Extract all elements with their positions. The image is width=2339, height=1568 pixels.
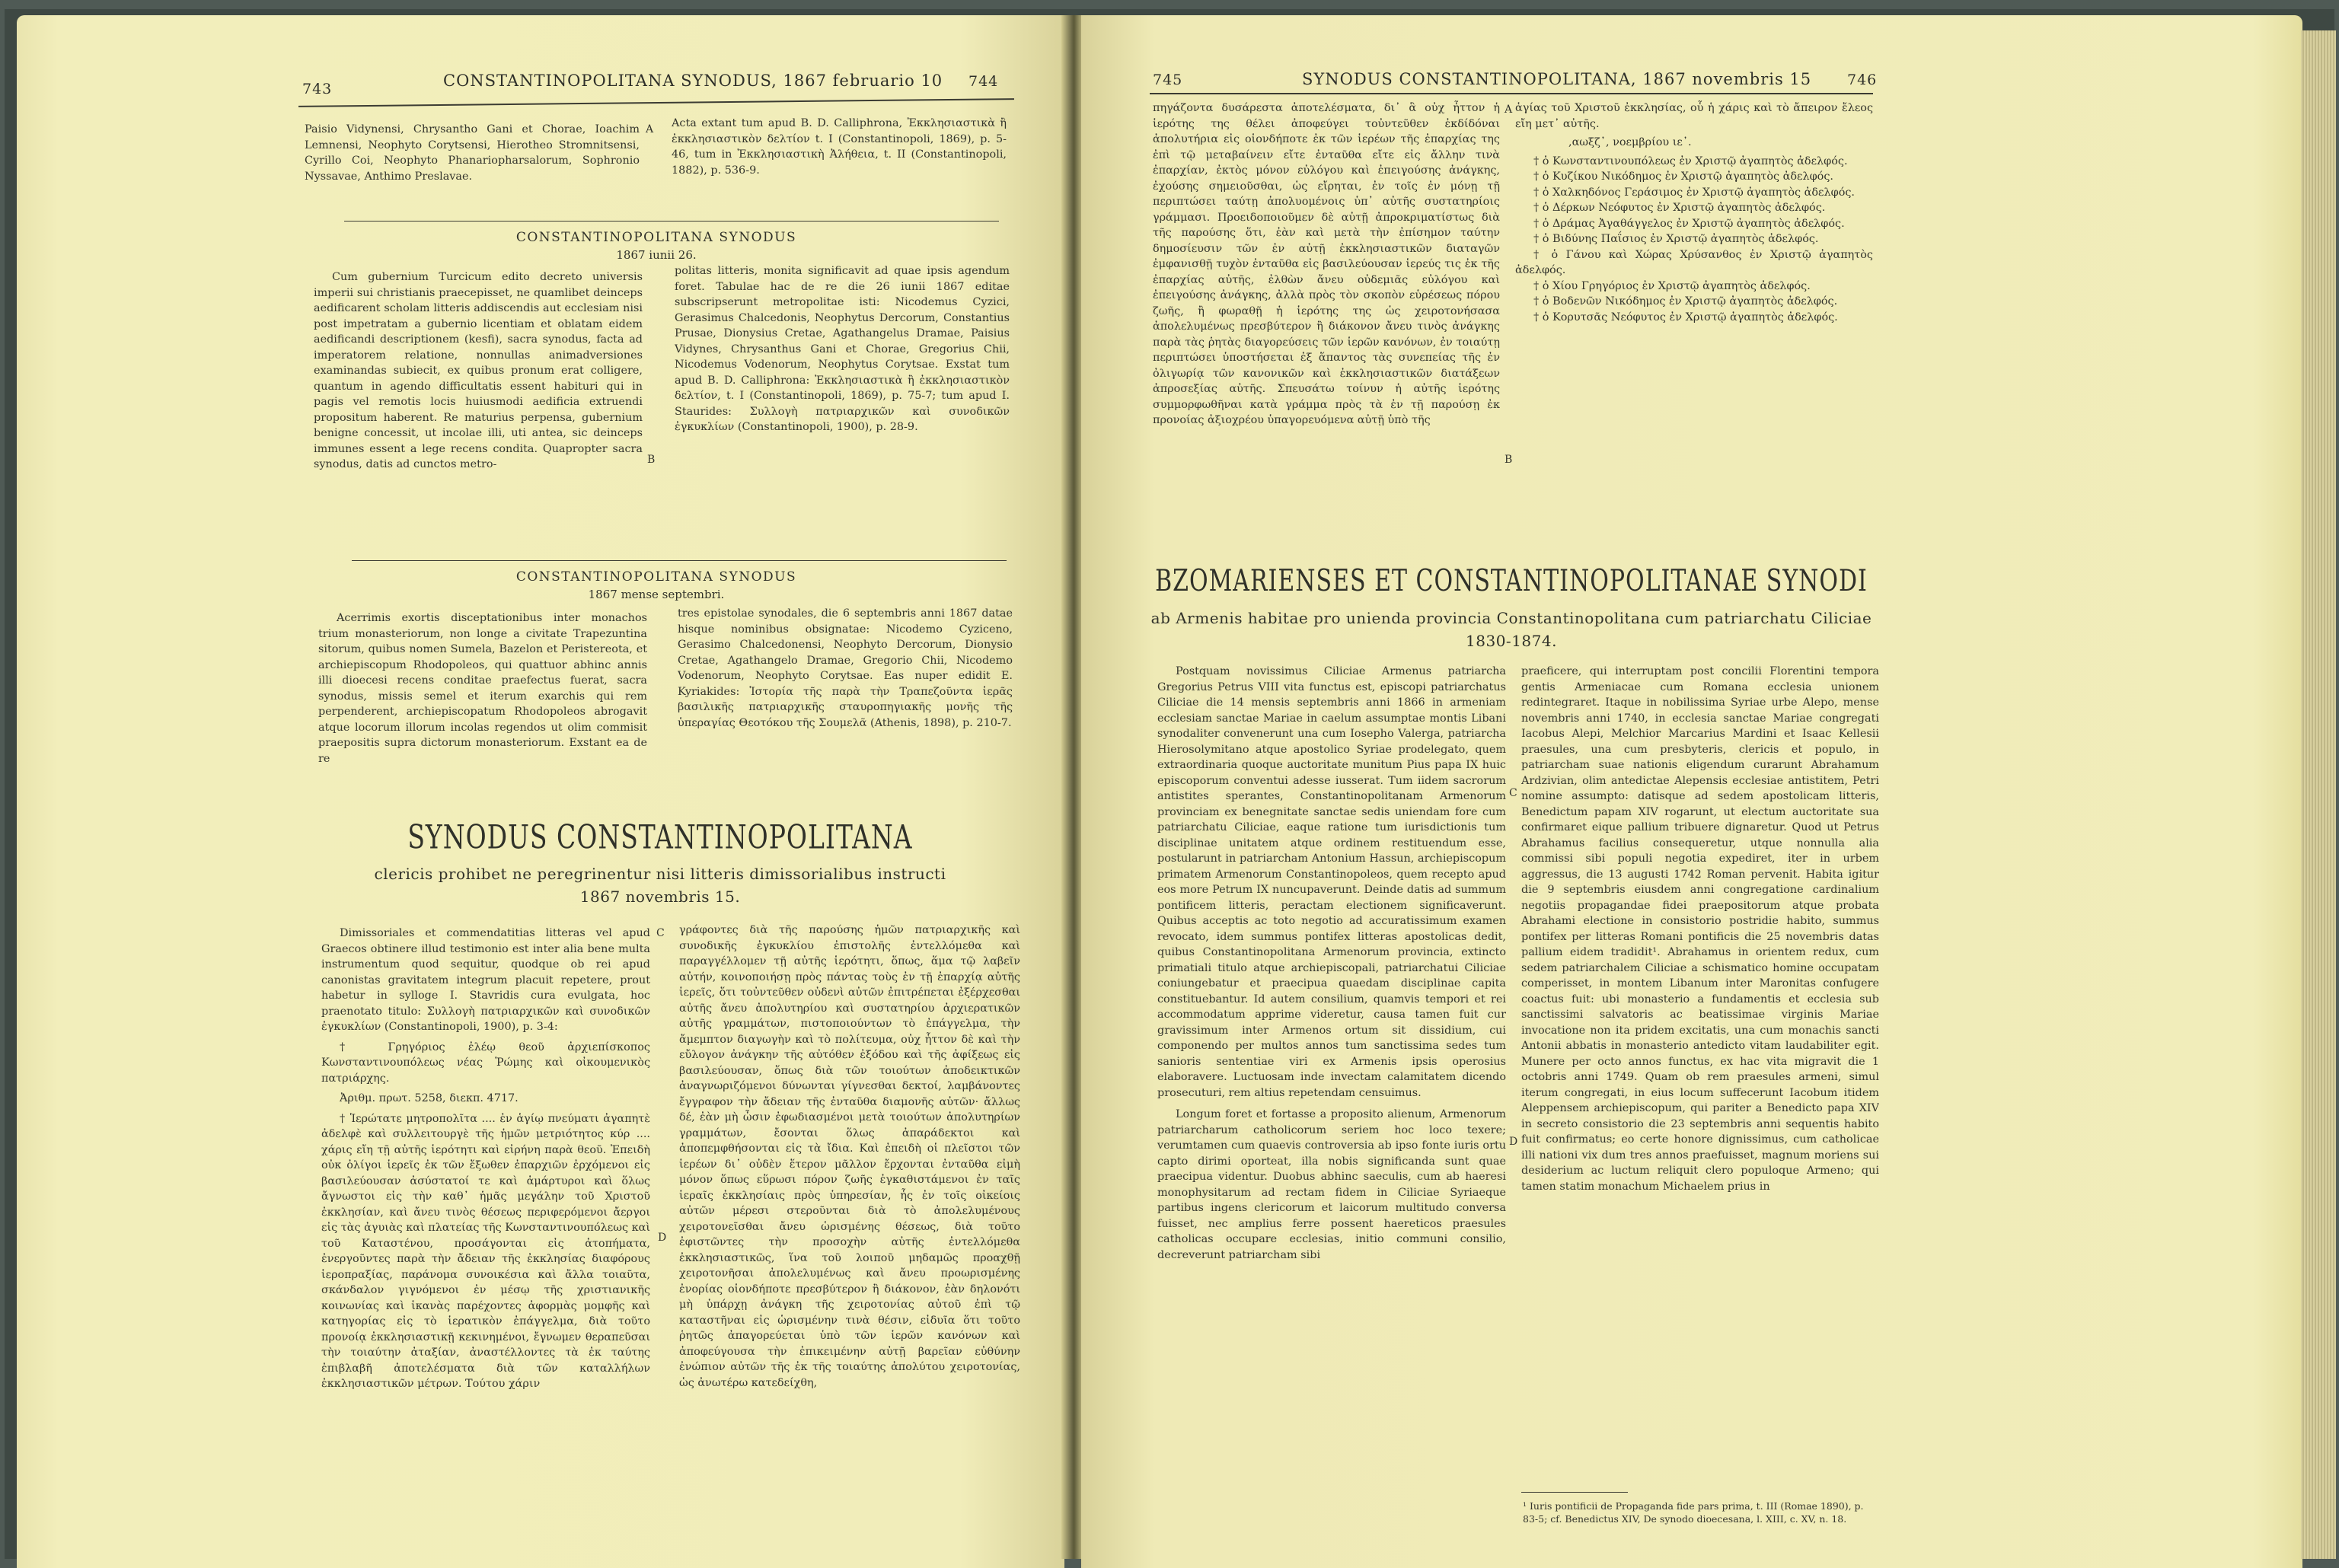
margin-letter-a-right: A [1505, 104, 1513, 116]
synodus-date: 1867 novembris 15. [579, 888, 741, 906]
right-page [1081, 15, 2302, 1568]
section-1-column-1: Cum gubernium Turcicum edito decreto universis imperii sui christianis praecepisset, ne quamlibet deinceps aedificarent scholam litteris addiscendis aut ecclesiam nisi post impetratam a gubernio licentiam et oblatam eidem aedificandi descriptionem (kesfi), sacra synodus, facta ad imperatorem relatione, nonnullas animadversiones examinandas subiecit, ex quibus pronum erat colligere, quantum in agendo difficultatis essent habituri qui in pagis vel remotis locis huiusmodi aedificia extruendi propositum haberent. Re maturius perpensa, gubernium benigne concessit, ut incolae illi, uti antea, sic deinceps immunes essent a lege recens condita. Quapropter sacra synodus, datis ad cunctos metro- [314, 271, 643, 470]
header-rule [298, 98, 1014, 107]
section-rule-2 [352, 560, 1007, 561]
footnote: ¹ Iuris pontificii de Propaganda fide pars prima, t. III (Romae 1890), p. 83-5; cf. Benedictus XIV, De synodo dioecesana, l. XIII, c. XV, n. 18. [1523, 1500, 1864, 1525]
running-header-right: SYNODUS CONSTANTINOPOLITANA, 1867 novembris 15 [1302, 70, 1812, 88]
right-top-column-1: πηγάζοντα δυσάρεστα ἀποτελέσματα, δι᾽ ἃ οὐχ ἧττον ἡ ἱερότης της θέλει ἀποφεύγει τοὐντεῦθεν ἐκδίδόναι ἀπολυτήρια εἰς οἱονδήποτε ἐκ τῶν ἱερέων τῆς ἐπαρχίας της ἐπὶ τῷ μεταβαίνειν εἴτε ἐνταῦθα εἴτε εἰς ἄλλην τινὰ ἐπαρχίαν, ἐκτὸς μόνον εὐλόγου καὶ ἐπειγούσης ἀνάγκης, ἐχούσης σημειοῦσθαι, ὡς εἴρηται, ἐν τοῖς ἐν μόνῃ τῇ περιπτώσει ταύτῃ ἀπολυομένοις ὑπ᾽ αὐτῆς συστατηρίοις γράμμασι. Προειδοποιοῦμεν δὲ αὐτῇ ἀπροκριματίστως διὰ τῆς παρούσης ὅτι, ἐὰν καὶ μετὰ τὴν ἐπίσημον ταύτην δημοσίευσιν τῶν ἐν αὐτῇ ἐκκλησιαστικῶν διαταγῶν ἐμφανισθῇ τυχὸν ἐνταῦθα εἰς βασιλεύουσαν ἱερεύς τις ἐκ τῆς ἐπαρχίας αὐτῆς, ἐλθὼν ἄνευ οὐδεμιᾶς εὐλόγου καὶ ἐπειγούσης ἀνάγκης, ἀλλὰ πρὸς τὸν σκοπὸν εὑρέσεως πόρου ζωῆς, ἢ φωραθῇ ἡ ἱερότης της ὡς χειροτονήσασα ἀπολελυμένως πρεσβύτερον ἢ διάκονον ἄνευ τινὸς ἀνάγκης παρὰ τὰς ῥητὰς διαγορεύσεις τῶν ἱερῶν κανόνων, ἐν τοιαύτῃ περιπτώσει ὑποστήσεται ἐξ ἅπαντος τὰς συνεπείας τῆς ἐν ὀλιγωρίᾳ τῶν κανονικῶν καὶ ἐκκλησιαστικῶν διατάξεων ἀπροσεξίας αὐτῆς. Σπευσάτω τοίνυν ἡ αὐτῆς ἱερότης συμμορφωθῆναι κατὰ γράμμα πρὸς τὰ ἐν τῇ παρούσῃ ἐκ προνοίας ἀξιοχρέου ὑπαγορευόμενα αὐτῇ ὑπὸ τῆς [1153, 102, 1500, 426]
section-date-1: 1867 iunii 26. [616, 248, 697, 262]
page-edges [2301, 30, 2336, 1559]
section-date-2: 1867 mense septembri. [588, 588, 725, 601]
margin-letter-c: C [656, 927, 665, 939]
synodus-subtitle: clericis prohibet ne peregrinentur nisi litteris dimissorialibus instructi [374, 865, 946, 883]
section-2-column-2: tres epistolae synodales, die 6 septembris anni 1867 datae hisque nominibus obsignatae: Nicodemo Cyziceno, Gerasimo Chalcedonensi, Neophyto Dercorum, Dionysio Cretae, Agathangelo Dramae, Gregorio Chii, Nicodemo Vodenorum, Neophyto Corytsae. Eas nuper edidit E. Kyriakides: Ἱστορία τῆς παρὰ τὴν Τραπεζοῦντα ἱερᾶς βασιλικῆς πατριαρχικῆς σταυροπηγιακῆς μονῆς τῆς ὑπεραγίας Θεοτόκου τῆς Σουμελᾶ (Athenis, 1898), p. 210-7. [678, 607, 1013, 729]
margin-letter-d: D [658, 1232, 667, 1244]
margin-letter-b-right: B [1505, 454, 1513, 466]
margin-letter-a: A [646, 123, 654, 135]
bzomarienses-subtitle: ab Armenis habitae pro unienda provincia Constantinopolitana cum patriarchatu Ciliciae [1150, 609, 1872, 627]
top-column-1: Paisio Vidynensi, Chrysantho Gani et Chorae, Ioachim Lemnensi, Neophyto Corytsensi, Hierotheo Stromnitsensi, Cyrillo Coi, Neophyto Phanariopharsalorum, Sophronio Nyssavae, Anthimo Preslavae. [305, 123, 640, 183]
synodus-title: SYNODUS CONSTANTINOPOLITANA [407, 817, 913, 856]
page-number-744: 744 [968, 73, 999, 90]
header-rule-right [1150, 93, 1873, 94]
left-page [17, 15, 1064, 1568]
running-header-left: CONSTANTINOPOLITANA SYNODUS, 1867 februario 10 [443, 72, 943, 90]
page-number-743: 743 [302, 81, 333, 97]
bzomarienses-date: 1830-1874. [1466, 632, 1557, 650]
footnote-rule [1521, 1492, 1628, 1493]
section-1-column-2: politas litteris, monita significavit ad quae ipsis agendum foret. Tabulae hac de re die 26 iunii 1867 editae subscripserunt metropolitae isti: Nicodemus Cyzici, Gerasimus Chalcedonis, Neophytus Dercorum, Constantius Prusae, Dionysius Cretae, Agathangelus Dramae, Paisius Vidynes, Chrysanthus Gani et Chorae, Gregorius Chii, Nicodemus Vodenorum, Neophytus Corytsae. Exstat tum apud B. D. Calliphrona: Ἐκκλησιαστικὰ ἢ ἐκκλησιαστικὸν δελτίον, t. I (Constantinopoli, 1869), p. 75-7; tum apud I. Staurides: Συλλογὴ πατριαρχικῶν καὶ συνοδικῶν ἐγκυκλίων (Constantinopoli, 1900), p. 28-9. [675, 265, 1010, 433]
section-title-1: CONSTANTINOPOLITANA SYNODUS [515, 230, 797, 245]
section-title-2: CONSTANTINOPOLITANA SYNODUS [515, 569, 797, 585]
page-number-746: 746 [1847, 72, 1878, 88]
bzomarienses-column-2: praeficere, qui interruptam post concilii Florentini tempora gentis Armeniacae cum Romana ecclesia unionem redintegraret. Itaque in nobilissima Syriae urbe Alepo, mense novembris anni 1740, in ecclesia sanctae Mariae congregati Iacobus Alepi, Melchior Marcarius Mardini et Isaac Kellesii praesules, una cum presbyteris, clericis et populo, in patriarcham suae nationis eligendum curarunt Abrahamum Ardzivian, olim antedictae Alepensis ecclesiae antistitem, Petri nomine assumpto: datisque ad sedem apostolicam litteris, Benedictum papam XIV rogarunt, ut electum auctoritate sua confirmaret eique pallium tribuere dignaretur. Quod ut Petrus Abrahamus facilius consequeretur, utque nonnulla alia commissi sibi populi negotia expediret, iter in urbem aggressus, die 13 augusti 1742 Roman pervenit. Habita igitur die 9 septembris eiusdem anni congregatione cardinalium negotiis propagandae fidei praepositorum atque probata Abrahami electione in consistorio postridie habito, summus pontifex per litteras Romani pontificis die 25 novembris datas pallium eidem tradidit¹. Abrahamus in orientem redux, cum sedem patriarchalem Ciliciae a schismatico homine occupatam comperisset, in montem Libanum inter Maronitas confugere coactus fuit: ubi monasterio a fundamentis et ecclesia sub sanctissimi salvatoris ac beatissimae virginis Mariae invocatione non ita pridem excitatis, una cum monachis sancti Antonii abbatis in monasterio antedicto vitam laudabiliter egit. Munere per octo annos functus, ex hac vita migravit die 1 octobris anni 1749. Quam ob rem praesules armeni, simul iterum congregati, in eius locum suffecerunt Iacobum itidem Aleppensem archiepiscopum, qui pariter a Benedicto papa XIV in secreto consistorio die 23 septembris anni sequentis habito fuit confirmatus; eo certe honore dignissimus, cum catholicae illi nationi vix dum tres annos praefuisset, magnum moriens sui desiderium ac luctum reliquit clero populoque Armeno; qui tamen statim monachum Michaelem prius in [1521, 665, 1879, 1193]
synodus-column-1: Dimissoriales et commendatitias litteras vel apud Graecos obtinere illud testimonio est inter alia bene multa instrumentum quod sequitur, quodque ob rei apud canonistas gravitatem integrum placuit repetere, prout habetur in sylloge I. Stavridis cura evulgata, hoc praenotato titulo: Συλλογὴ πατριαρχικῶν καὶ συνοδικῶν ἐγκυκλίων (Constantinopoli, 1900), p. 3-4: † Γρηγόριος ἐλέῳ θεοῦ ἀρχιεπίσκοπος Κωνσταντινουπόλεως νέας Ῥώμης καὶ οἰκουμενικὸς πατριάρχης. Ἀριθμ. πρωτ. 5258, διεκπ. 4717. † Ἱερώτατε μητροπολῖτα .... ἐν ἁγίῳ πνεύματι ἀγαπητὲ ἀδελφὲ καὶ συλλειτουργὲ τῆς ἡμῶν μετριότητος κύρ .... χάρις εἴη τῇ αὐτῆς ἱερότητι καὶ εἰρήνη παρὰ θεοῦ. Ἐπειδὴ οὐκ ὀλίγοι ἱερεῖς ἐκ τῶν ἔξωθεν ἐπαρχιῶν ἐρχόμενοι εἰς βασιλεύουσαν ἀσύστατοί τε καὶ ἁμάρτυροι καὶ ὅλως ἄγνωστοι εἰς τὴν καθ᾽ ἡμᾶς μεγάλην τοῦ Χριστοῦ ἐκκλησίαν, καὶ ἄνευ τινὸς θέσεως περιφερόμενοι ἄεργοι εἰς τὰς ἀγυιὰς καὶ πλατείας τῆς Κωνσταντινουπόλεως καὶ τοῦ Καταστένου, προσάγονται εἰς ἀτοπήματα, ἐνεργοῦντες παρὰ τὴν ἄδειαν τῆς ἐκκλησίας διαφόρους ἱεροπραξίας, παράνομα συνοικέσια καὶ ἄλλα τοιαῦτα, σκάνδαλον γιγνόμενοι ἐν μέσῳ τῆς χριστιανικῆς κοινωνίας καὶ ἱκανὰς παρέχοντες ἀφορμὰς μομφῆς καὶ κατηγορίας εἰς τὸ ἱερατικὸν ἐπάγγελμα, διὰ τοῦτο προνοίᾳ ἐκκλησιαστικῇ κεκινημένοι, ἔγνωμεν θεραπεῦσαι τὴν τοιαύτην ἀταξίαν, ἀναστέλλοντες τὰ ἐκ ταύτης ἐπιβλαβῆ ἀποτελέσματα διὰ τῶν καταλλήλων ἐκκλησιαστικῶν μέτρων. Τούτου χάριν [321, 927, 650, 1390]
right-top-column-2: ἁγίας τοῦ Χριστοῦ ἐκκλησίας, οὗ ἡ χάρις καὶ τὸ ἄπειρον ἔλεος εἴη μετ᾽ αὐτῆς. ,αωξζ᾽, νοεμβρίου ιε᾽. † ὁ Κωνσταντινουπόλεως ἐν Χριστῷ ἀγαπητὸς ἀδελφός. † ὁ Κυζίκου Νικόδημος ἐν Χριστῷ ἀγαπητὸς ἀδελφός. † ὁ Χαλκηδόνος Γεράσιμος ἐν Χριστῷ ἀγαπητὸς ἀδελφός. † ὁ Δέρκων Νεόφυτος ἐν Χριστῷ ἀγαπητὸς ἀδελφός. † ὁ Δράμας Ἀγαθάγγελος ἐν Χριστῷ ἀγαπητὸς ἀδελφός. † ὁ Βιδύνης Παΐσιος ἐν Χριστῷ ἀγαπητὸς ἀδελφός. † ὁ Γάνου καὶ Χώρας Χρύσανθος ἐν Χριστῷ ἀγαπητὸς ἀδελφός. † ὁ Χίου Γρηγόριος ἐν Χριστῷ ἀγαπητὸς ἀδελφός. † ὁ Βοδενῶν Νικόδημος ἐν Χριστῷ ἀγαπητὸς ἀδελφός. † ὁ Κορυτσᾶς Νεόφυτος ἐν Χριστῷ ἀγαπητὸς ἀδελφός. [1515, 102, 1873, 323]
synodus-column-2: γράφοντες διὰ τῆς παρούσης ἡμῶν πατριαρχικῆς καὶ συνοδικῆς ἐγκυκλίου ἐπιστολῆς ἐντελλόμεθα καὶ παραγγέλλομεν τῇ αὐτῆς ἱερότητι, ὅπως, ἅμα τῷ λαβεῖν αὐτήν, κοινοποιήσῃ πρὸς πάντας τοὺς ἐν τῇ ἐπαρχίᾳ αὐτῆς ἱερεῖς, ὅτι τοὐντεῦθεν οὐδενὶ αὐτῶν ἐπιτρέπεται ἐξέρχεσθαι αὐτῆς ἄνευ ἀπολυτηρίου καὶ συστατηρίου ἀρχιερατικῶν αὐτῆς γραμμάτων, πιστοποιούντων τὸ ἐπάγγελμα, τὴν ἄμεμπτον διαγωγὴν καὶ τὸ πολίτευμα, οὐχ ἧττον δὲ καὶ τὴν εὔλογον ἀνάγκην τῆς αὐτόθεν ἐξόδου καὶ τῆς ἀφίξεως εἰς βασιλεύουσαν, ὅπως διὰ τῶν τοιούτων ἀποδεικτικῶν ἀναγνωριζόμενοι δύνωνται γίγνεσθαι δεκτοί, λαμβάνοντες ἔγγραφον τὴν ἄδειαν τῆς ἐνταῦθα διαμονῆς αὐτῶν· ἄλλως δέ, ἐὰν μὴ ὦσιν ἐφωδιασμένοι μετὰ τοιούτων ἀπολυτηρίων γραμμάτων, ἔσονται ὅλως ἀπαράδεκτοι καὶ ἀποπεμφθήσονται εἰς τὰ ἴδια. Καὶ ἐπειδὴ οἱ πλεῖστοι τῶν ἱερέων δι᾽ οὐδὲν ἕτερον μᾶλλον ἔρχονται ἐνταῦθα εἰμὴ μόνον ὅπως εὕρωσι πόρον ζωῆς ἐγκαθιστάμενοι ἐν ταῖς ἱεραῖς ἐκκλησίαις πρὸς ὑπηρεσίαν, ἧς ἐν τοῖς οἰκείοις αὐτῶν μέρεσι στεροῦνται διὰ τὸ ἀπολελυμένους χειροτονεῖσθαι ἄνευ ὡρισμένης θέσεως, διὰ τοῦτο ἐφιστῶντες τὴν προσοχὴν αὐτῆς ἐντελλόμεθα ἐκκλησιαστικῶς, ἵνα τοῦ λοιποῦ μηδαμῶς προαχθῇ χειροτονῆσαι ἀπολελυμένως καὶ ἄνευ προωρισμένης ἐνορίας οἱονδήποτε πρεσβύτερον ἢ διάκονον, ἐὰν δηλονότι μὴ ὑπάρχῃ ἀνάγκη τῆς χειροτονίας αὐτοῦ ἐπὶ τῷ καταστῆναι εἰς ὡρισμένην τινὰ θέσιν, εἰδυῖα ὅτι τοῦτο ῥητῶς ἀπαγορεύεται ὑπὸ τῶν ἱερῶν κανόνων καὶ ἀποφεύγουσα τὴν ἐπικειμένην αὐτῇ βαρεῖαν εὐθύνην ἐνώπιον αὐτῶν τῆς ἐκ τῆς τοιαύτης ἀπολύτου χειροτονίας, ὡς ἀνωτέρω κατεδείχθη, [679, 924, 1020, 1389]
bzomarienses-title: BZOMARIENSES ET CONSTANTINOPOLITANAE SYNODI [1155, 563, 1868, 599]
section-2-column-1: Acerrimis exortis disceptationibus inter monachos trium monasteriorum, non longe a civitate Trapezuntina sitorum, quibus nomen Sumela, Bazelon et Peristereota, et archiepiscopum Rhodopoleos, qui quattuor abhinc annis illi dioecesi recens conditae praefectus fuerat, sacra synodus, missis semel et iterum exarchis qui rem perpenderent, archiepiscopatum Rhodopoleos abrogavit atque locorum illorum incolas regendos ut olim commisit praepositis supra dictorum monasteriorum. Exstant ea de re [318, 612, 647, 765]
margin-letter-c-right: C [1509, 787, 1517, 799]
bzomarienses-column-1: Postquam novissimus Ciliciae Armenus patriarcha Gregorius Petrus VIII vita functus est, episcopi patriarchatus Ciliciae die 14 mensis septembris anni 1866 in armeniam ecclesiam sanctae Mariae in caelum assumptae montis Libani synodaliter convenerunt una cum Iosepho Valerga, patriarcha Hierosolymitano atque apostolico Syriae prodelegato, quem extraordinaria quoque auctoritate munitum Pius papa IX huic episcoporum conventui adesse iusserat. Tum iidem sacrorum antistites sperantes, Constantinopolitanam Armenorum provinciam ex benegnitate sanctae sedis uniendam fore cum patriarchatu Ciliciae, eaque ratione tum iurisdictionis tum disciplinae unitatem atque ordinem restituendum esse, postularunt in patriarcham Antonium Hassun, archiepiscopum primatem Armenorum Constantinopoleos, quem recepto apud eos more Petrum IX nuncupaverunt. Deinde datis ad summum pontificem litteris, peractam electionem significaverunt. Quibus acceptis ac toto negotio ad accuratissimum examen revocato, idem summus pontifex litteras apostolicas dedit, quibus Constantinopolitana Armenorum provincia, extincto primatiali titulo atque archiepiscopali, patriarchatui Ciliciae coniungebatur et praecipua quaedam disciplinae capita constituebantur. Id autem consilium, quamvis tempori et rei accommodatum apprime videretur, causa tamen fuit cur gravissimum inter Armenos ortum sit dissidium, cui componendo per multos annos tum sanctissima sedes tum sanioris sententiae viri ex Armenis ipsis operosius elaboravere. Luctuosam inde invectam calamitatem dicendo prosecuturi, rem altius repetendam censuimus. Longum foret et fortasse a proposito alienum, Armenorum patriarcharum catholicorum seriem hoc loco texere; verumtamen cum quaevis controversia ab ipso fonte iuris ortu capto dirimi oporteat, illa nobis significanda sunt quae praecipua videntur. Duobus abhinc saeculis, cum ab haeresi monophysitarum ad rectam fidem in Ciliciae Syriaeque partibus ingens clericorum et laicorum multitudo conversa fuisset, nec amplius ferre possent haereticos praesules catholicas occupare ecclesias, initio communi consilio, decreverunt patriarcham sibi [1157, 665, 1506, 1261]
page-number-745: 745 [1153, 72, 1183, 88]
margin-letter-d-right: D [1509, 1136, 1518, 1148]
margin-letter-b: B [647, 454, 656, 466]
top-column-2: Acta extant tum apud B. D. Calliphrona, Ἐκκλησιαστικὰ ἢ ἐκκλησιαστικὸν δελτίον t. I (Constantinopoli, 1869), p. 5-46, tum in Ἐκκλησιαστικὴ Ἀλήθεια, t. II (Constantinopoli, 1882), p. 536-9. [672, 117, 1007, 177]
